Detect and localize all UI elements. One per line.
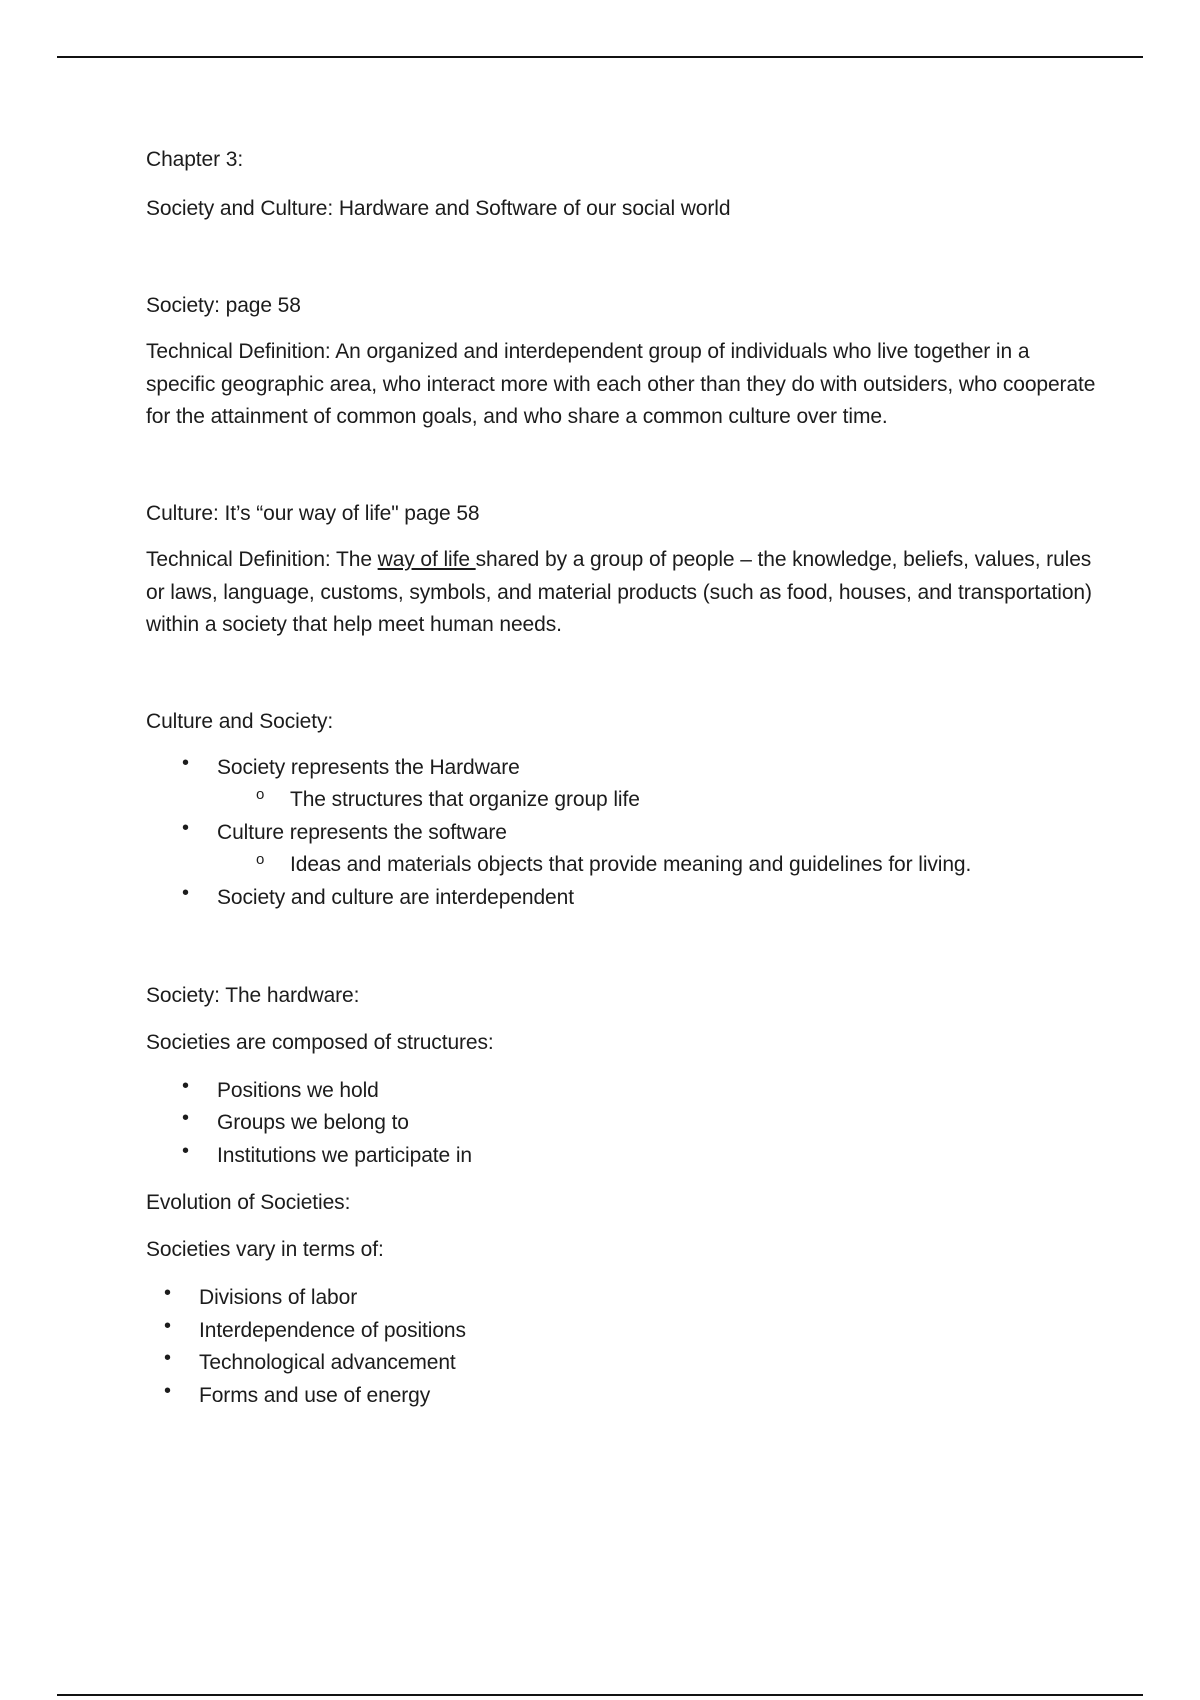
list-item: Society represents the Hardware <box>217 756 520 779</box>
bullet-icon: • <box>182 882 190 904</box>
bullet-icon: • <box>164 1282 172 1304</box>
list-item: Divisions of labor <box>199 1286 358 1309</box>
bullet-icon: • <box>164 1315 172 1337</box>
bullet-icon: • <box>182 1140 190 1162</box>
list-item: Culture represents the software <box>217 821 507 844</box>
bullet-icon: • <box>182 817 190 839</box>
society-definition: Technical Definition: An organized and interdependent group of individuals who live together in a specific geographic area, who interact more with each other than they do with outsiders, who cooperate for the attainment of common goals, and who share a common culture over time. <box>146 340 1096 428</box>
list-item: Interdependence of positions <box>199 1319 466 1342</box>
hardware-heading: Society: The hardware: <box>146 984 360 1007</box>
header-rule <box>57 56 1143 58</box>
evolution-heading: Evolution of Societies: <box>146 1191 351 1214</box>
list-item: Groups we belong to <box>217 1111 409 1134</box>
bullet-icon: • <box>182 1075 190 1097</box>
sub-bullet-icon: o <box>256 851 265 868</box>
bullet-icon: • <box>182 1107 190 1129</box>
list-item: Society and culture are interdependent <box>217 886 574 909</box>
culture-definition <box>146 544 1096 642</box>
list-item: Technological advancement <box>199 1351 456 1374</box>
chapter-subtitle: Society and Culture: Hardware and Software of our social world <box>146 197 731 220</box>
list-item: Institutions we participate in <box>217 1144 472 1167</box>
list-subitem: Ideas and materials objects that provide meaning and guidelines for living. <box>290 853 972 876</box>
list-subitem: The structures that organize group life <box>290 788 640 811</box>
evolution-intro: Societies vary in terms of: <box>146 1238 384 1261</box>
list-item: Positions we hold <box>217 1079 379 1102</box>
sub-bullet-icon: o <box>256 786 265 803</box>
culture-def-underlined: way of life <box>377 548 476 571</box>
chapter-label: Chapter 3: <box>146 148 244 171</box>
bullet-icon: • <box>164 1347 172 1369</box>
list-item: Forms and use of energy <box>199 1384 431 1407</box>
culture-heading: Culture: It’s “our way of life" page 58 <box>146 502 480 525</box>
society-heading: Society: page 58 <box>146 294 301 317</box>
hardware-intro: Societies are composed of structures: <box>146 1031 494 1054</box>
footer-rule <box>57 1694 1143 1696</box>
culture-def-rest: shared by a group of people – the knowledge, beliefs, values, rules or laws, language, customs, symbols, and material products (such as food, houses, and transportation) within a society that help meet human needs. <box>146 548 1092 636</box>
culture-society-heading: Culture and Society: <box>146 710 334 733</box>
culture-def-prefix: Technical Definition: The <box>146 548 378 571</box>
bullet-icon: • <box>164 1380 172 1402</box>
bullet-icon: • <box>182 752 190 774</box>
